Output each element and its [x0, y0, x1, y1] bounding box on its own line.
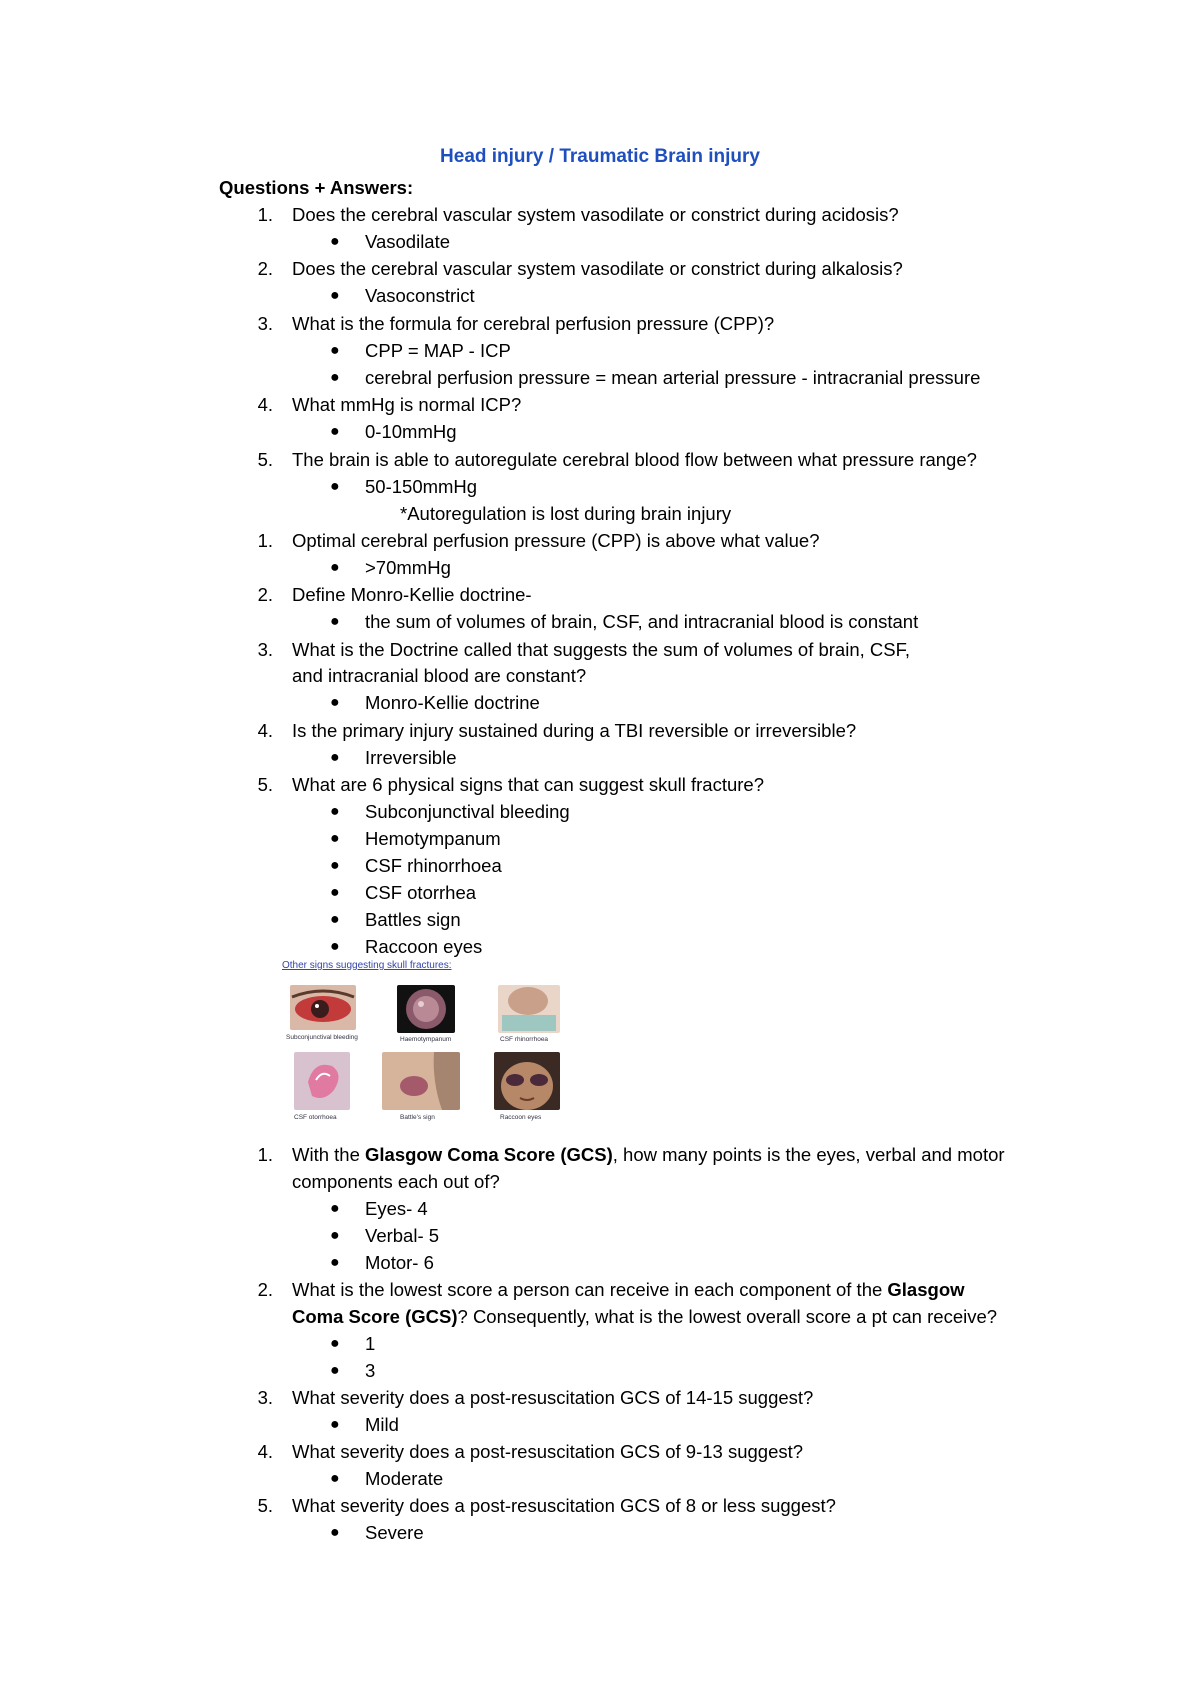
question-text-continued: components each out of? — [292, 1171, 500, 1192]
question-number: 5. — [257, 774, 273, 795]
question-text: Does the cerebral vascular system vasodilate or constrict during acidosis? — [292, 204, 899, 225]
bullet-icon: ● — [330, 369, 340, 386]
photo-label: Subconjunctival bleeding — [286, 1034, 358, 1041]
question-text: With the Glasgow Coma Score (GCS), how many points is the eyes, verbal and motor — [292, 1144, 1005, 1165]
photo-label: Raccoon eyes — [500, 1114, 542, 1121]
note-text: *Autoregulation is lost during brain injury — [400, 503, 732, 524]
question-text: What is the Doctrine called that suggests the sum of volumes of brain, CSF, — [292, 639, 910, 660]
bullet-icon: ● — [330, 694, 340, 711]
question-text: What are 6 physical signs that can suggest skull fracture? — [292, 774, 764, 795]
bullet-icon: ● — [330, 423, 340, 440]
answer-text: Hemotympanum — [365, 828, 501, 849]
bullet-icon: ● — [330, 478, 340, 495]
bullet-icon: ● — [330, 1200, 340, 1217]
bullet-icon: ● — [330, 938, 340, 955]
photo-label: CSF rhinorrhoea — [500, 1036, 549, 1043]
answer-text: CPP = MAP - ICP — [365, 340, 511, 361]
question-text-continued: Coma Score (GCS)? Consequently, what is the lowest overall score a pt can receive? — [292, 1306, 998, 1327]
question-text: What severity does a post-resuscitation GCS of 8 or less suggest? — [292, 1495, 836, 1516]
bullet-icon: ● — [330, 1416, 340, 1433]
question-number: 4. — [257, 720, 273, 741]
bullet-icon: ● — [330, 830, 340, 847]
bullet-icon: ● — [330, 1335, 340, 1352]
answer-text: Eyes- 4 — [365, 1198, 428, 1219]
question-number: 3. — [257, 313, 273, 334]
bullet-icon: ● — [330, 1524, 340, 1541]
document-title: Head injury / Traumatic Brain injury — [440, 146, 760, 167]
question-number: 3. — [257, 639, 273, 660]
answer-text: CSF rhinorrhoea — [365, 855, 502, 876]
bullet-icon: ● — [330, 342, 340, 359]
bullet-icon: ● — [330, 559, 340, 576]
bullet-icon: ● — [330, 1254, 340, 1271]
bullet-icon: ● — [330, 287, 340, 304]
question-number: 4. — [257, 1441, 273, 1462]
question-text: Define Monro-Kellie doctrine- — [292, 584, 532, 605]
answer-text: Severe — [365, 1522, 424, 1543]
question-number: 2. — [257, 258, 273, 279]
answer-text: 0-10mmHg — [365, 421, 457, 442]
question-number: 5. — [257, 1495, 273, 1516]
answer-text: Vasoconstrict — [365, 285, 475, 306]
question-number: 4. — [257, 394, 273, 415]
question-number: 2. — [257, 584, 273, 605]
question-number: 1. — [257, 1144, 273, 1165]
question-text: The brain is able to autoregulate cerebral blood flow between what pressure range? — [292, 449, 977, 470]
answer-text: Vasodilate — [365, 231, 451, 252]
answer-text: cerebral perfusion pressure = mean arterial pressure - intracranial pressure — [365, 367, 981, 388]
answer-text: the sum of volumes of brain, CSF, and intracranial blood is constant — [365, 611, 919, 632]
question-text: What mmHg is normal ICP? — [292, 394, 522, 415]
answer-text: Battles sign — [365, 909, 461, 930]
answer-text: Subconjunctival bleeding — [365, 801, 570, 822]
haemotympanum-photo — [397, 985, 455, 1033]
answer-text: 3 — [365, 1360, 376, 1381]
bullet-icon: ● — [330, 613, 340, 630]
answer-text: Monro-Kellie doctrine — [365, 692, 540, 713]
question-text: What severity does a post-resuscitation GCS of 14-15 suggest? — [292, 1387, 814, 1408]
bullet-icon: ● — [330, 884, 340, 901]
csf-rhinorrhoea-photo — [498, 985, 560, 1033]
bullet-icon: ● — [330, 749, 340, 766]
answer-text: Mild — [365, 1414, 399, 1435]
question-number: 5. — [257, 449, 273, 470]
raccoon-eyes-photo — [494, 1052, 560, 1110]
answer-text: >70mmHg — [365, 557, 451, 578]
question-text: What severity does a post-resuscitation GCS of 9-13 suggest? — [292, 1441, 804, 1462]
bullet-icon: ● — [330, 911, 340, 928]
question-text: What is the lowest score a person can receive in each component of the Glasgow — [292, 1279, 965, 1300]
question-number: 2. — [257, 1279, 273, 1300]
battles-sign-photo — [382, 1052, 460, 1110]
answer-text: Irreversible — [365, 747, 457, 768]
answer-text: Verbal- 5 — [365, 1225, 440, 1246]
answer-text: Moderate — [365, 1468, 444, 1489]
answer-text: 1 — [365, 1333, 376, 1354]
bullet-icon: ● — [330, 233, 340, 250]
question-text: Is the primary injury sustained during a TBI reversible or irreversible? — [292, 720, 857, 741]
question-number: 1. — [257, 204, 273, 225]
photo-label: Haemotympanum — [400, 1036, 452, 1043]
skull-fracture-signs-figure — [282, 960, 582, 1135]
bullet-icon: ● — [330, 803, 340, 820]
photo-label: CSF otorrhoea — [294, 1114, 337, 1121]
bullet-icon: ● — [330, 1470, 340, 1487]
answer-text: Motor- 6 — [365, 1252, 434, 1273]
bullet-icon: ● — [330, 1362, 340, 1379]
section-heading: Questions + Answers: — [219, 177, 414, 198]
figure-caption: Other signs suggesting skull fractures: — [282, 960, 452, 971]
question-number: 3. — [257, 1387, 273, 1408]
answer-text: Raccoon eyes — [365, 936, 483, 957]
question-text-continued: and intracranial blood are constant? — [292, 665, 587, 686]
question-text: Optimal cerebral perfusion pressure (CPP) is above what value? — [292, 530, 820, 551]
bullet-icon: ● — [330, 857, 340, 874]
photo-label: Battle's sign — [400, 1114, 435, 1121]
answer-text: CSF otorrhea — [365, 882, 477, 903]
question-number: 1. — [257, 530, 273, 551]
csf-otorrhoea-photo — [294, 1052, 350, 1110]
subconjunctival-bleeding-photo — [290, 985, 356, 1030]
question-text: Does the cerebral vascular system vasodilate or constrict during alkalosis? — [292, 258, 903, 279]
bullet-icon: ● — [330, 1227, 340, 1244]
answer-text: 50-150mmHg — [365, 476, 478, 497]
question-text: What is the formula for cerebral perfusion pressure (CPP)? — [292, 313, 775, 334]
